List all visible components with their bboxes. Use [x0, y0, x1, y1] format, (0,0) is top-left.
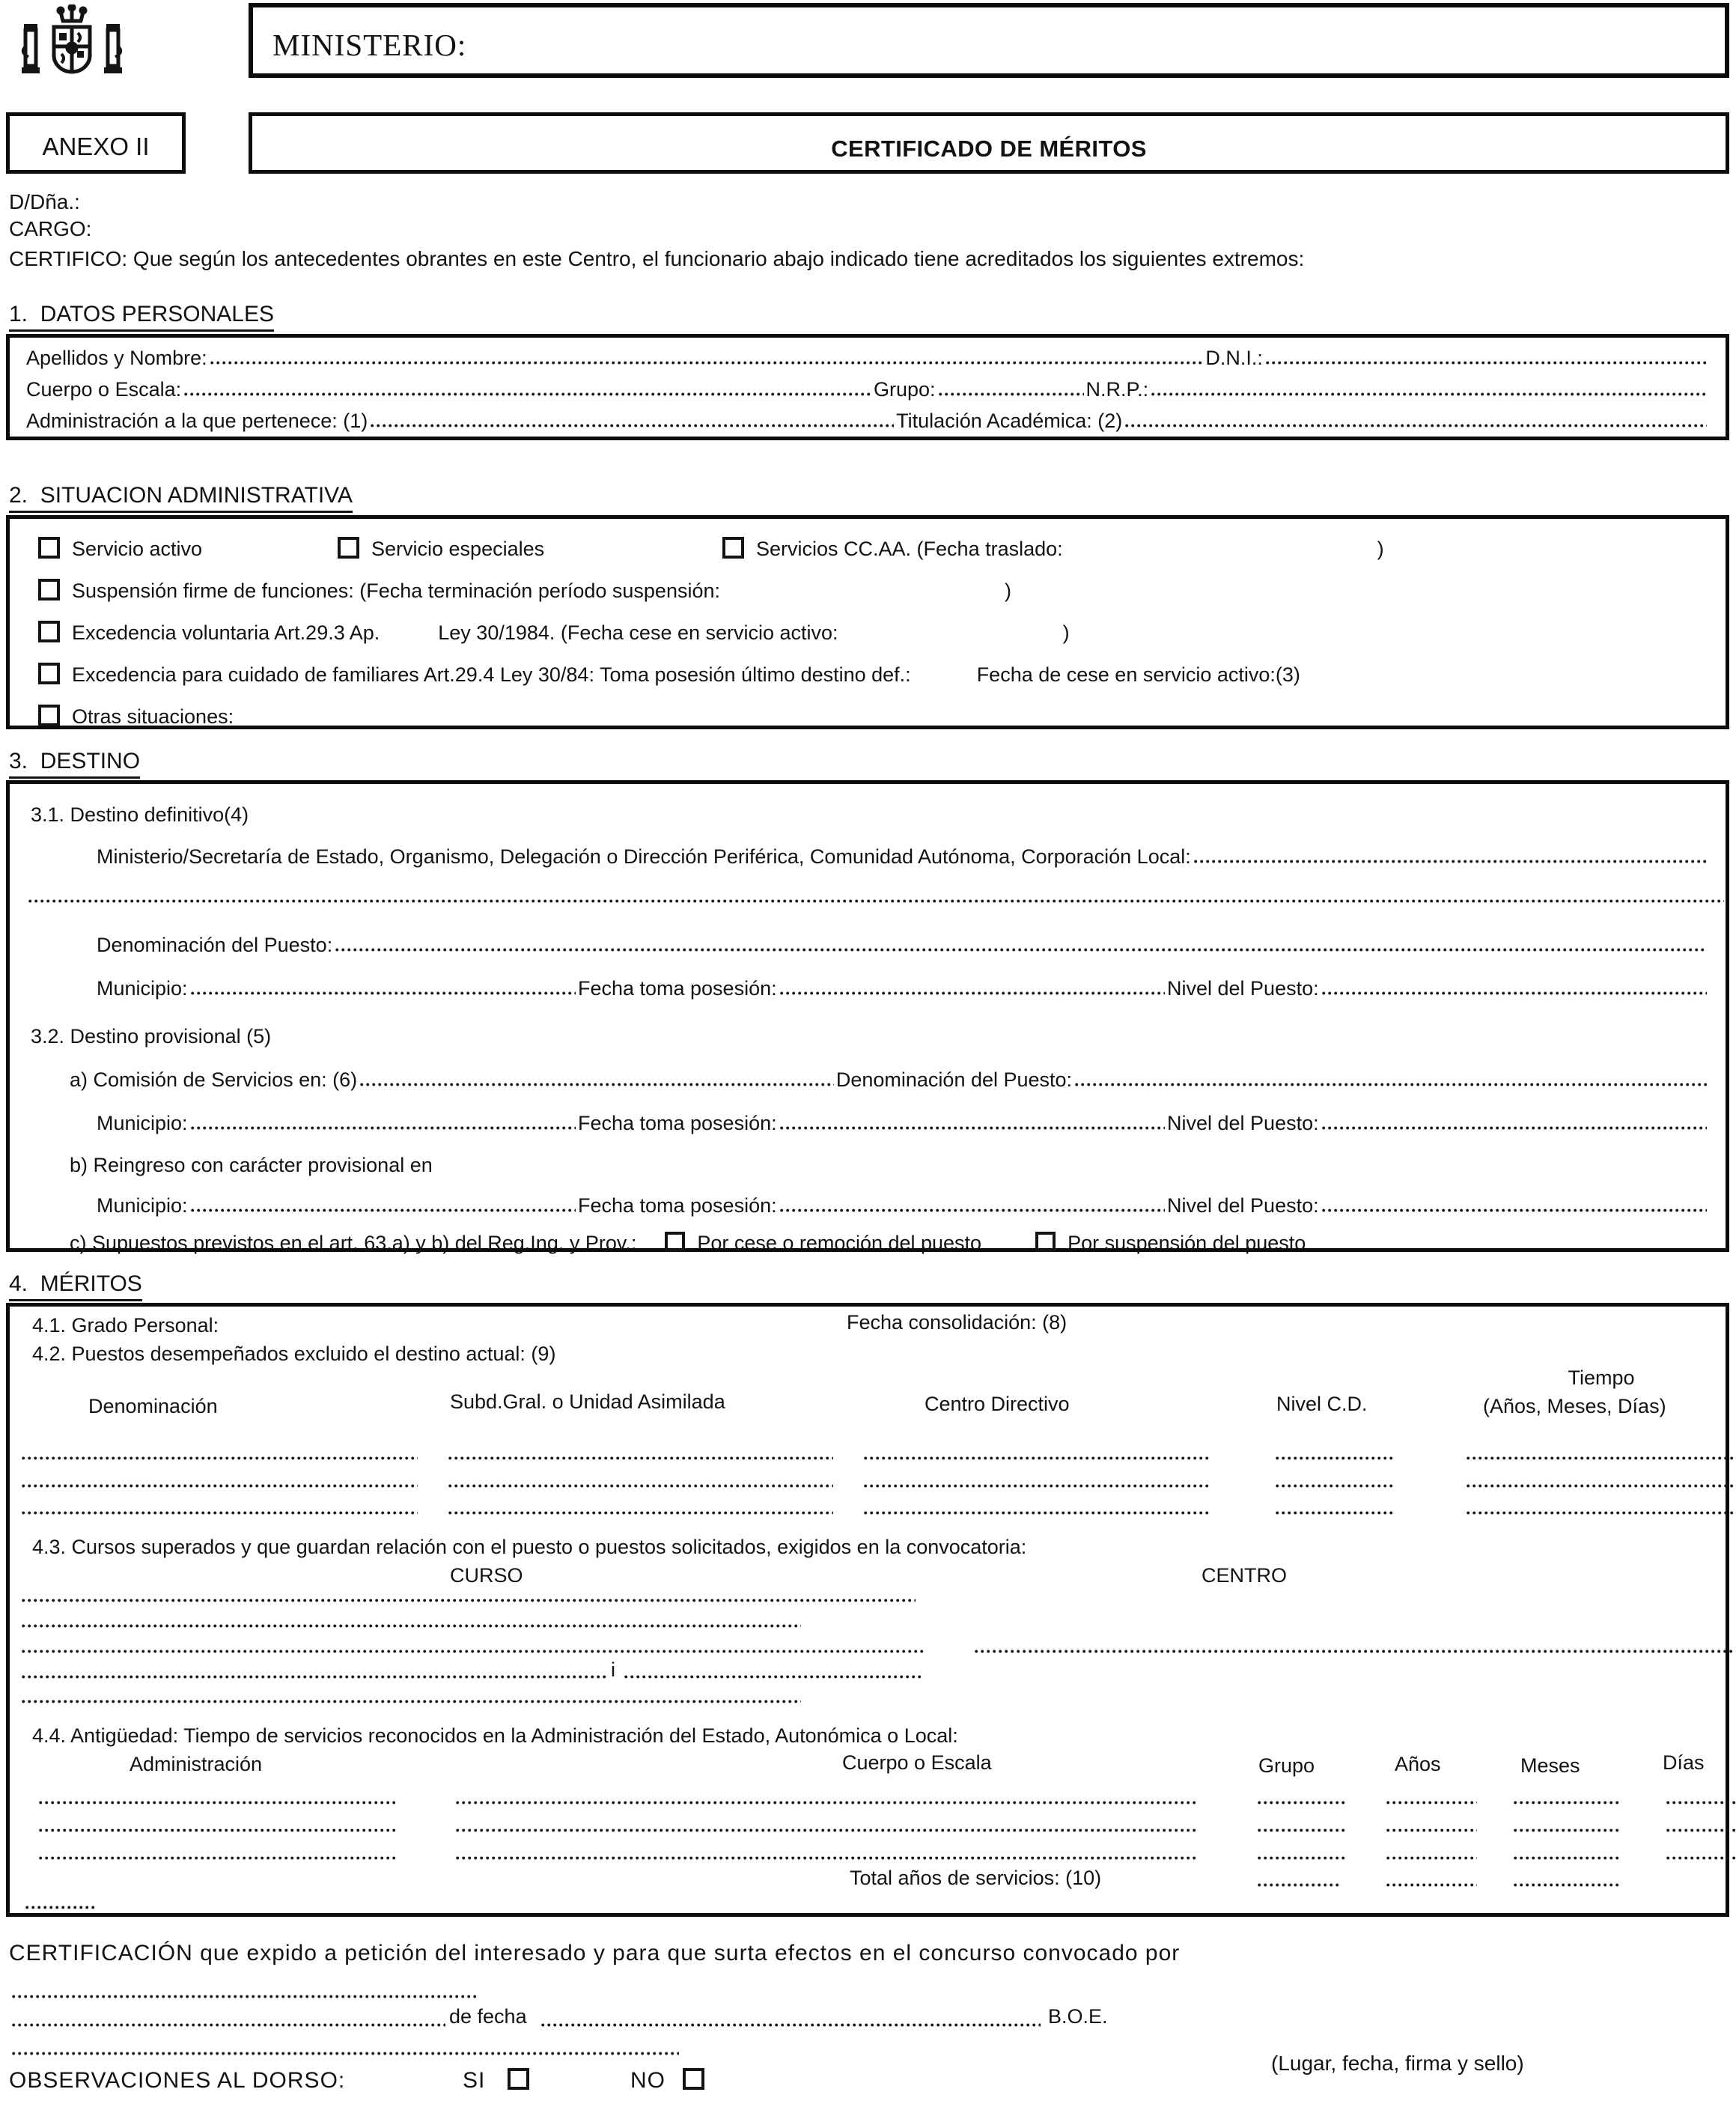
- column-header-subdgral: Subd.Gral. o Unidad Asimilada: [450, 1390, 725, 1413]
- nivel-puesto-label: Nivel del Puesto:: [1167, 977, 1319, 1000]
- certificacion-text: CERTIFICACIÓN que expido a petición del interesado y para que surta efectos en el concurso convocado por: [9, 1941, 1181, 1965]
- situacion-box: [6, 515, 1729, 729]
- dotted-field: [21, 1673, 609, 1680]
- comision-servicios-row: [70, 1068, 1709, 1092]
- grupo-field: [938, 391, 1084, 398]
- denominacion-prov-field: [1074, 1081, 1707, 1088]
- administracion-field: [370, 422, 894, 429]
- servicios-ccaa-item: [722, 537, 1384, 561]
- dotted-field: [1513, 1827, 1619, 1834]
- nivel-puesto-field: [1321, 1125, 1707, 1131]
- municipio-label: Municipio:: [97, 977, 188, 1000]
- column-header-grupo: Grupo: [1258, 1754, 1315, 1777]
- dotted-field: [11, 2050, 679, 2057]
- paren-close: ): [1062, 621, 1070, 644]
- de-fecha-label: de fecha: [449, 2005, 527, 2028]
- servicio-activo-label: Servicio activo: [72, 538, 203, 560]
- checkbox-servicio-especiales[interactable]: [338, 537, 359, 559]
- dotted-field: [448, 1509, 833, 1516]
- denominacion-field: [335, 946, 1707, 953]
- destino-definitivo-label: 3.1. Destino definitivo(4): [31, 803, 249, 826]
- dotted-field: [1666, 1855, 1736, 1861]
- cargo-label: CARGO:: [9, 217, 92, 240]
- supuestos-row: [70, 1232, 1306, 1255]
- apellidos-row: [26, 347, 1709, 370]
- apellidos-field: [210, 359, 1204, 366]
- excedencia-voluntaria-label2: Ley 30/1984. (Fecha cese en servicio activo:: [438, 621, 838, 644]
- administracion-row: [26, 410, 1709, 433]
- column-header-denominacion: Denominación: [88, 1395, 218, 1417]
- dotted-field: [21, 1509, 418, 1516]
- excedencia-familiares-label: Excedencia para cuidado de familiares Art.29.4 Ley 30/84: Toma posesión último destino def.:: [72, 663, 911, 686]
- observaciones-label: OBSERVACIONES AL DORSO:: [9, 2068, 346, 2093]
- dotted-field: [1466, 1483, 1736, 1489]
- dotted-field: [1513, 1855, 1619, 1861]
- dotted-field: [1275, 1509, 1395, 1516]
- dotted-field: [455, 1855, 1198, 1861]
- fecha-toma-field: [779, 1207, 1165, 1214]
- column-header-centro-directivo: Centro Directivo: [925, 1393, 1070, 1415]
- servicio-especiales-item: [338, 537, 544, 561]
- paren-close: ): [1377, 538, 1384, 560]
- antiguedad-label: 4.4. Antigüedad: Tiempo de servicios reconocidos en la Administración del Estado, Autonómica o Local:: [32, 1724, 958, 1747]
- column-header-tiempo-unidades: (Años, Meses, Días): [1483, 1395, 1666, 1417]
- paren-close: ): [1005, 580, 1011, 602]
- column-header-administracion: Administración: [130, 1753, 263, 1775]
- grupo-label: Grupo:: [874, 378, 936, 401]
- title-box: [249, 112, 1729, 174]
- column-header-curso: CURSO: [450, 1564, 523, 1587]
- dotted-field: [1466, 1509, 1736, 1516]
- comision-servicios-field: [359, 1081, 834, 1088]
- dotted-field: [974, 1648, 1734, 1655]
- section2-heading: 2. SITUACION ADMINISTRATIVA: [9, 483, 353, 513]
- column-header-meses: Meses: [1520, 1754, 1580, 1777]
- reingreso-label: b) Reingreso con carácter provisional en: [70, 1154, 433, 1176]
- dotted-field: [863, 1483, 1211, 1489]
- municipio-label: Municipio:: [97, 1194, 188, 1217]
- page-title: CERTIFICADO DE MÉRITOS: [831, 136, 1147, 162]
- fecha-toma-label: Fecha toma posesión:: [577, 1112, 777, 1134]
- nivel-puesto-field: [1321, 1207, 1707, 1214]
- dotted-field: [1257, 1827, 1345, 1834]
- ddna-label: D/Dña.:: [9, 190, 80, 213]
- ministerio-organismo-row: [97, 845, 1709, 869]
- municipio-field: [190, 1125, 576, 1131]
- administracion-label: Administración a la que pertenece: (1): [26, 410, 368, 432]
- municipio-row-definitivo: [97, 977, 1709, 1000]
- dotted-field: [25, 1904, 96, 1911]
- puestos-desempenados-label: 4.2. Puestos desempeñados excluido el destino actual: (9): [32, 1343, 556, 1365]
- dotted-field: [1466, 1455, 1736, 1462]
- dni-field: [1265, 359, 1707, 366]
- otras-situaciones-item: [38, 705, 234, 729]
- nivel-puesto-label: Nivel del Puesto:: [1167, 1194, 1319, 1217]
- boe-label: B.O.E.: [1048, 2005, 1108, 2028]
- titulacion-field: [1124, 422, 1707, 429]
- checkbox-excedencia-familiares[interactable]: [38, 663, 60, 684]
- dotted-field: [38, 1827, 396, 1834]
- checkbox-observaciones-no[interactable]: [683, 2068, 704, 2090]
- anexo-box: [6, 112, 186, 174]
- fecha-consolidacion-label: Fecha consolidación: (8): [847, 1311, 1068, 1334]
- dotted-field: [863, 1509, 1211, 1516]
- ministerio-box: [249, 3, 1729, 78]
- dotted-field: [21, 1597, 916, 1604]
- municipio-field: [190, 990, 576, 997]
- section4-heading: 4. MÉRITOS: [9, 1271, 142, 1301]
- dotted-field: [1513, 1882, 1619, 1888]
- municipio-row-reingreso: [97, 1194, 1709, 1217]
- certifico-text: CERTIFICO: Que según los antecedentes obrantes en este Centro, el funcionario abajo indicado tiene acreditados los siguientes extremos:: [9, 247, 1305, 270]
- no-label: NO: [630, 2068, 666, 2093]
- nrp-label: N.R.P.:: [1085, 378, 1149, 401]
- section1-heading: 1. DATOS PERSONALES: [9, 302, 274, 332]
- denominacion-label: Denominación del Puesto:: [835, 1068, 1073, 1091]
- dotted-field: [455, 1827, 1198, 1834]
- dotted-field: [1386, 1855, 1477, 1861]
- servicios-ccaa-label: Servicios CC.AA. (Fecha traslado:: [756, 538, 1063, 560]
- cursos-superados-label: 4.3. Cursos superados y que guardan relación con el puesto o puestos solicitados, exigidos en la convocatoria:: [32, 1536, 1027, 1558]
- ministerio-organismo-label: Ministerio/Secretaría de Estado, Organismo, Delegación o Dirección Periférica, Comunidad Autónoma, Corporación Local:: [97, 845, 1191, 868]
- ministerio-organismo-field: [1193, 858, 1707, 865]
- dotted-field: [1386, 1827, 1477, 1834]
- fecha-toma-label: Fecha toma posesión:: [577, 977, 777, 1000]
- dotted-field: [1275, 1483, 1395, 1489]
- dotted-field: [455, 1799, 1198, 1806]
- comision-servicios-label: a) Comisión de Servicios en: (6): [70, 1068, 358, 1091]
- section3-heading: 3. DESTINO: [9, 749, 140, 779]
- denominacion-row: [97, 934, 1709, 957]
- dotted-field: [21, 1698, 801, 1705]
- suspension-item: [38, 579, 1011, 603]
- anexo-label: ANEXO II: [42, 133, 150, 160]
- nrp-field: [1151, 391, 1707, 398]
- dotted-field: [38, 1855, 396, 1861]
- dotted-field: [11, 2022, 445, 2028]
- municipio-label: Municipio:: [97, 1112, 188, 1134]
- destino-box: [6, 780, 1729, 1252]
- column-header-cuerpo-escala: Cuerpo o Escala: [842, 1751, 992, 1774]
- dotted-field: [11, 1993, 479, 2000]
- dni-label: D.N.I.:: [1205, 347, 1263, 369]
- stray-mark: i: [611, 1658, 615, 1681]
- destino-provisional-label: 3.2. Destino provisional (5): [31, 1025, 272, 1048]
- excedencia-voluntaria-item: [38, 621, 1070, 645]
- servicio-especiales-label: Servicio especiales: [371, 538, 545, 560]
- checkbox-servicios-ccaa[interactable]: [722, 537, 744, 559]
- cuerpo-row: [26, 378, 1709, 401]
- dotted-field: [540, 2022, 1041, 2028]
- datos-personales-box: [6, 334, 1729, 440]
- dotted-field: [1257, 1855, 1345, 1861]
- checkbox-suspension-puesto[interactable]: [1035, 1232, 1056, 1252]
- dotted-field: [21, 1623, 801, 1629]
- ministerio-label: MINISTERIO:: [272, 28, 467, 62]
- fecha-toma-label: Fecha toma posesión:: [577, 1194, 777, 1217]
- apellidos-label: Apellidos y Nombre:: [26, 347, 207, 369]
- cuerpo-label: Cuerpo o Escala:: [26, 378, 182, 401]
- dotted-field: [1257, 1799, 1345, 1806]
- dotted-field: [624, 1673, 923, 1680]
- excedencia-familiares-label2: Fecha de cese en servicio activo:(3): [976, 663, 1300, 686]
- otras-situaciones-label: Otras situaciones:: [72, 705, 234, 728]
- titulacion-label: Titulación Académica: (2): [896, 410, 1123, 432]
- column-header-nivel-cd: Nivel C.D.: [1276, 1393, 1368, 1415]
- dotted-field: [21, 1455, 418, 1462]
- checkbox-suspension[interactable]: [38, 579, 60, 600]
- checkbox-otras-situaciones[interactable]: [38, 705, 60, 726]
- dotted-field: [1666, 1827, 1736, 1834]
- lugar-fecha-firma-label: (Lugar, fecha, firma y sello): [1271, 2052, 1524, 2075]
- spain-coat-of-arms-icon: [19, 4, 124, 95]
- fecha-toma-field: [779, 1125, 1165, 1131]
- column-header-centro: CENTRO: [1202, 1564, 1287, 1587]
- nivel-puesto-label: Nivel del Puesto:: [1167, 1112, 1319, 1134]
- dotted-field: [1275, 1455, 1395, 1462]
- excedencia-voluntaria-label: Excedencia voluntaria Art.29.3 Ap.: [72, 621, 380, 644]
- dotted-field: [448, 1455, 833, 1462]
- checkbox-observaciones-si[interactable]: [508, 2068, 529, 2090]
- fecha-toma-field: [779, 990, 1165, 997]
- dotted-field: [448, 1483, 833, 1489]
- checkbox-excedencia-voluntaria[interactable]: [38, 621, 60, 642]
- municipio-field: [190, 1207, 576, 1214]
- cese-remocion-label: Por cese o remoción del puesto: [697, 1232, 982, 1254]
- dotted-field: [1257, 1882, 1341, 1888]
- dotted-field: [1666, 1799, 1736, 1806]
- si-label: SI: [463, 2068, 486, 2093]
- column-header-anos: Años: [1395, 1753, 1441, 1775]
- dotted-field: [21, 1648, 923, 1655]
- ministerio-organismo-field-cont: [28, 898, 1724, 904]
- dotted-field: [1386, 1882, 1477, 1888]
- nivel-puesto-field: [1321, 990, 1707, 997]
- dotted-field: [21, 1483, 418, 1489]
- supuestos-label: c) Supuestos previstos en el art. 63.a) y b) del Reg.Ing. y Prov.:: [70, 1232, 637, 1254]
- dotted-field: [1386, 1799, 1477, 1806]
- grado-personal-label: 4.1. Grado Personal:: [32, 1314, 219, 1337]
- dotted-field: [1513, 1799, 1619, 1806]
- cuerpo-field: [183, 391, 871, 398]
- excedencia-familiares-item: [38, 663, 1300, 687]
- meritos-box: [6, 1303, 1729, 1917]
- dotted-field: [38, 1799, 396, 1806]
- suspension-puesto-label: Por suspensión del puesto: [1068, 1232, 1306, 1254]
- servicio-activo-item: [38, 537, 202, 561]
- suspension-label: Suspensión firme de funciones: (Fecha terminación período suspensión:: [72, 580, 720, 602]
- denominacion-label: Denominación del Puesto:: [97, 934, 333, 956]
- checkbox-servicio-activo[interactable]: [38, 537, 60, 559]
- checkbox-cese-remocion[interactable]: [665, 1232, 685, 1252]
- municipio-row-comision: [97, 1112, 1709, 1135]
- column-header-tiempo: Tiempo: [1568, 1366, 1635, 1389]
- dotted-field: [863, 1455, 1211, 1462]
- column-header-dias: Días: [1663, 1751, 1705, 1774]
- total-servicios-label: Total años de servicios: (10): [850, 1867, 1102, 1889]
